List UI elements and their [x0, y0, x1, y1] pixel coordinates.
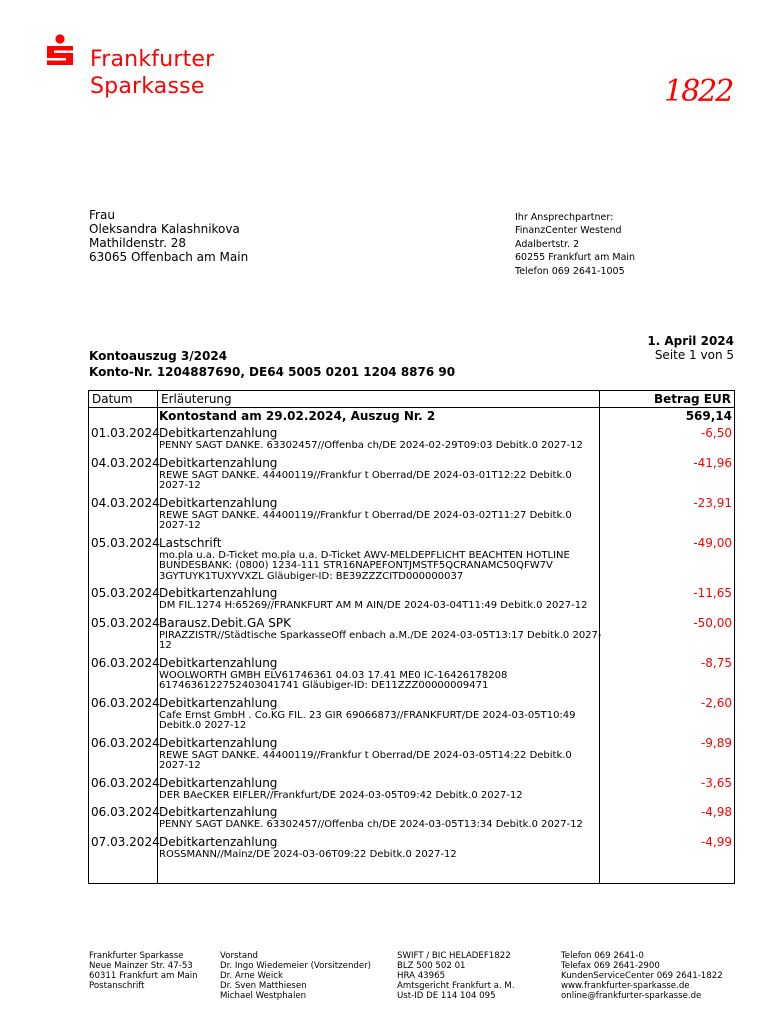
statement-date: 1. April 2024 [647, 334, 734, 348]
row-detail: ROSSMANN//Mainz/DE 2024-03-06T09:22 Debitk.0 2027-12 [159, 848, 457, 860]
row-detail: PENNY SAGT DANKE. 63302457//Offenba ch/DE 2024-03-05T13:34 Debitk.0 2027-12 [159, 819, 583, 830]
footer-col-registration [397, 951, 515, 1001]
row-detail: PIRAZZISTR//Städtische SparkasseOff enbach a.M./DE 2024-03-05T13:17 Debitk.0 2027-12 [159, 629, 602, 651]
table-row [89, 695, 734, 732]
row-amount: -4,98 [700, 805, 732, 819]
row-date: 06.03.2024 [91, 775, 160, 790]
footer-line: Telefon 069 2641-0 [561, 951, 644, 961]
row-amount: -4,99 [700, 834, 732, 849]
contact-person-block [515, 211, 635, 278]
year-mark-text: 1822 [664, 74, 733, 109]
row-title: Debitkartenzahlung [159, 834, 278, 849]
footer-col-bank [89, 951, 198, 991]
row-detail: mo.pla u.a. D-Ticket mo.pla u.a. D-Ticket AWV-MELDEPFLICHT BEACHTEN HOTLINE BUNDESBANK: (0800) 1234-111 STR16NAPEFONTJMSTF5QCRANAMC50QFW7V 3GYTUYK1TUXYVXZL Gläubiger-ID: BE39ZZZCITD000000037 [159, 549, 570, 582]
statement-titles [89, 348, 455, 380]
row-date: 04.03.2024 [91, 455, 160, 470]
row-date: 06.03.2024 [91, 805, 160, 819]
footer-line: Postanschrift [89, 981, 145, 991]
table-row [89, 834, 734, 861]
row-amount: -6,50 [700, 426, 732, 440]
row-title: Debitkartenzahlung [159, 805, 278, 819]
row-title: Debitkartenzahlung [159, 495, 278, 510]
table-row [89, 735, 734, 772]
page-indicator: Seite 1 von 5 [654, 348, 734, 362]
row-date: 06.03.2024 [91, 695, 160, 710]
footer-line: www.frankfurter-sparkasse.de [561, 981, 690, 991]
sparkasse-logo-icon [44, 34, 76, 70]
table-row [89, 425, 734, 452]
contact-phone: Telefon 069 2641-1005 [515, 265, 625, 277]
balance-row [89, 408, 734, 424]
row-detail: DER BAeCKER EIFLER//Frankfurt/DE 2024-03-05T09:42 Debitk.0 2027-12 [159, 789, 523, 801]
row-title: Debitkartenzahlung [159, 586, 278, 600]
footer-col-contact [561, 951, 723, 1001]
header-description: Erläuterung [161, 392, 232, 406]
table-row [89, 804, 734, 831]
row-detail: PENNY SAGT DANKE. 63302457//Offenba ch/DE 2024-02-29T09:03 Debitk.0 2027-12 [159, 440, 583, 451]
row-date: 05.03.2024 [91, 535, 160, 550]
table-row [89, 455, 734, 492]
row-amount: -11,65 [693, 586, 732, 600]
contact-city: 60255 Frankfurt am Main [515, 252, 636, 264]
row-date: 06.03.2024 [91, 655, 160, 670]
row-amount: -49,00 [693, 535, 732, 550]
row-date: 01.03.2024 [91, 426, 160, 440]
row-amount: -23,91 [693, 495, 732, 510]
row-amount: -8,75 [700, 655, 732, 670]
footer-line: SWIFT / BIC HELADEF1822 [397, 951, 511, 961]
table-header [89, 391, 734, 408]
row-date: 05.03.2024 [91, 586, 160, 600]
row-title: Debitkartenzahlung [159, 775, 278, 790]
contact-label: Ihr Ansprechpartner: [515, 212, 614, 223]
row-title: Debitkartenzahlung [159, 695, 278, 710]
footer-line: online@frankfurter-sparkasse.de [561, 991, 702, 1001]
row-title: Debitkartenzahlung [159, 735, 278, 750]
row-title: Debitkartenzahlung [159, 655, 278, 670]
footer-line: Dr. Ingo Wiedemeier (Vorsitzender) [220, 961, 372, 971]
row-amount: -3,65 [700, 775, 732, 790]
recipient-street: Mathildenstr. 28 [89, 236, 186, 250]
statement-date-block [647, 334, 734, 362]
contact-center: FinanzCenter Westend [515, 225, 622, 237]
brand-name [90, 46, 214, 100]
footer-line: Vorstand [220, 951, 259, 961]
recipient-address [89, 208, 248, 264]
footer-line: HRA 43965 [397, 971, 446, 981]
footer-line: Neue Mainzer Str. 47-53 [89, 961, 193, 971]
table-row [89, 775, 734, 802]
statement-title: Kontoauszug 3/2024 [89, 349, 228, 363]
contact-street: Adalbertstr. 2 [515, 238, 580, 250]
recipient-salutation: Frau [89, 208, 115, 222]
row-amount: -50,00 [693, 615, 732, 630]
balance-amount: 569,14 [685, 409, 732, 423]
row-title: Barausz.Debit.GA SPK [159, 615, 291, 630]
footer-col-board [220, 951, 371, 1001]
row-detail: Cafe Ernst GmbH . Co.KG FIL. 23 GIR 69066873//FRANKFURT/DE 2024-03-05T10:49 Debitk.0 2027-12 [159, 709, 576, 731]
row-title: Debitkartenzahlung [159, 426, 278, 440]
row-date: 06.03.2024 [91, 735, 160, 750]
transactions-table [88, 390, 735, 884]
row-amount: -41,96 [693, 455, 732, 470]
brand-line-1: Frankfurter [90, 47, 215, 72]
recipient-name: Oleksandra Kalashnikova [89, 222, 240, 236]
table-row [89, 655, 734, 692]
footer-line: Ust-ID DE 114 104 095 [397, 991, 496, 1001]
row-detail: REWE SAGT DANKE. 44400119//Frankfur t Oberrad/DE 2024-03-01T12:22 Debitk.0 2027-12 [159, 469, 572, 491]
footer-line: Dr. Arne Weick [220, 971, 283, 981]
row-detail: WOOLWORTH GMBH ELV61746361 04.03 17.41 ME0 IC-16426178208 6174636122752403041741 Gläubiger-ID: DE11ZZZ00000009471 [159, 669, 508, 691]
balance-title: Kontostand am 29.02.2024, Auszug Nr. 2 [159, 409, 436, 423]
row-title: Debitkartenzahlung [159, 455, 278, 470]
footer-line: Frankfurter Sparkasse [89, 951, 184, 961]
row-detail: REWE SAGT DANKE. 44400119//Frankfur t Oberrad/DE 2024-03-05T14:22 Debitk.0 2027-12 [159, 749, 572, 771]
table-body [89, 408, 734, 863]
row-date: 04.03.2024 [91, 495, 160, 510]
account-number: Konto-Nr. 1204887690, DE64 5005 0201 1204 8876 90 [89, 365, 456, 379]
recipient-city: 63065 Offenbach am Main [89, 250, 249, 264]
row-date: 05.03.2024 [91, 615, 160, 630]
footer-line: 60311 Frankfurt am Main [89, 971, 198, 981]
header-date: Datum [92, 392, 133, 406]
row-amount: -2,60 [700, 695, 732, 710]
year-mark [664, 74, 736, 108]
footer-line: Michael Westphalen [220, 991, 307, 1001]
row-date: 07.03.2024 [91, 834, 160, 849]
table-row [89, 495, 734, 532]
brand-line-2: Sparkasse [90, 74, 205, 99]
table-row [89, 585, 734, 612]
table-row [89, 535, 734, 583]
footer-line: Amtsgericht Frankfurt a. M. [397, 981, 515, 991]
footer-line: BLZ 500 502 01 [397, 961, 466, 971]
row-detail: REWE SAGT DANKE. 44400119//Frankfur t Oberrad/DE 2024-03-02T11:27 Debitk.0 2027-12 [159, 509, 572, 531]
header-amount: Betrag EUR [654, 392, 731, 406]
row-detail: DM FIL.1274 H:65269//FRANKFURT AM M AIN/DE 2024-03-04T11:49 Debitk.0 2027-12 [159, 600, 588, 611]
row-amount: -9,89 [700, 735, 732, 750]
row-title: Lastschrift [159, 535, 222, 550]
footer-line: KundenServiceCenter 069 2641-1822 [561, 971, 723, 981]
table-row [89, 615, 734, 652]
footer-line: Dr. Sven Matthiesen [220, 981, 307, 991]
footer-line: Telefax 069 2641-2900 [561, 961, 660, 971]
